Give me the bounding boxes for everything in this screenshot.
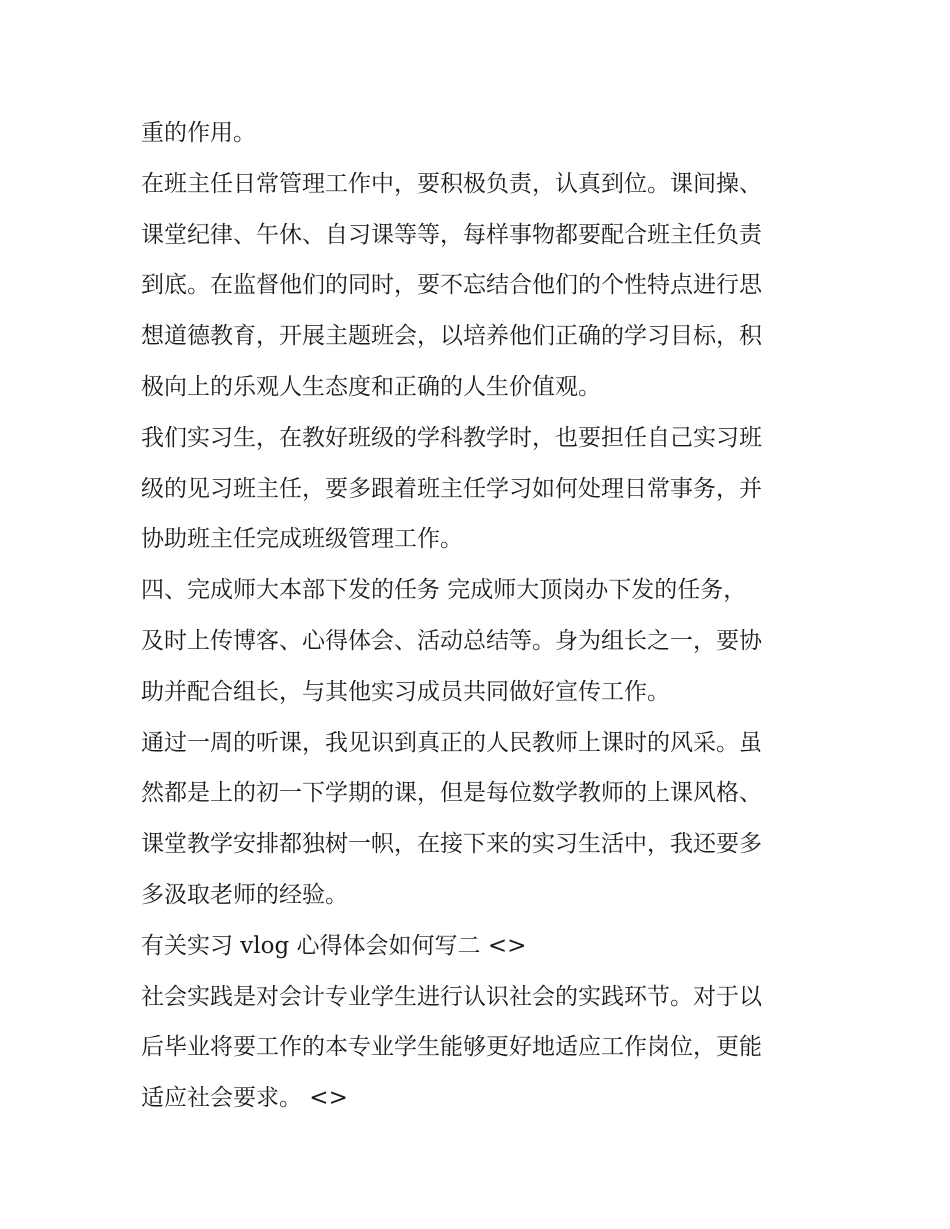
text-line: 到底。在监督他们的同时，要不忘结合他们的个性特点进行思: [141, 272, 762, 299]
text-line: 适应社会要求。 <>: [141, 1085, 348, 1112]
text-line: 极向上的乐观人生态度和正确的人生价值观。: [141, 373, 601, 400]
text-line: 想道德教育，开展主题班会，以培养他们正确的学习目标，积: [141, 323, 762, 350]
text-line: 我们实习生，在教好班级的学科教学时，也要担任自己实习班: [141, 424, 762, 451]
text-line: 课堂纪律、午休、自习课等等，每样事物都要配合班主任负责: [141, 221, 762, 248]
text-line: 多汲取老师的经验。: [141, 881, 348, 908]
text-line: 及时上传博客、心得体会、活动总结等。身为组长之一，要协: [141, 627, 762, 654]
document-body: [141, 108, 816, 1124]
text-line: 社会实践是对会计专业学生进行认识社会的实践环节。对于以: [141, 983, 762, 1010]
text-line: 助并配合组长，与其他实习成员共同做好宣传工作。: [141, 678, 670, 705]
text-line: 通过一周的听课，我见识到真正的人民教师上课时的风采。虽: [141, 729, 762, 756]
section-heading: 有关实习 vlog 心得体会如何写二 <>: [141, 932, 527, 959]
text-line: 四、完成师大本部下发的任务 完成师大顶岗办下发的任务，: [141, 577, 747, 604]
text-line: 在班主任日常管理工作中，要积极负责，认真到位。课间操、: [141, 170, 762, 197]
text-line: 协助班主任完成班级管理工作。: [141, 526, 463, 553]
text-line: 课堂教学安排都独树一帜，在接下来的实习生活中，我还要多: [141, 831, 762, 858]
text-line: 级的见习班主任，要多跟着班主任学习如何处理日常事务，并: [141, 475, 762, 502]
text-line: 然都是上的初一下学期的课，但是每位数学教师的上课风格、: [141, 780, 762, 807]
text-line: 重的作用。: [141, 120, 256, 146]
text-line: 后毕业将要工作的本专业学生能够更好地适应工作岗位，更能: [141, 1034, 762, 1061]
